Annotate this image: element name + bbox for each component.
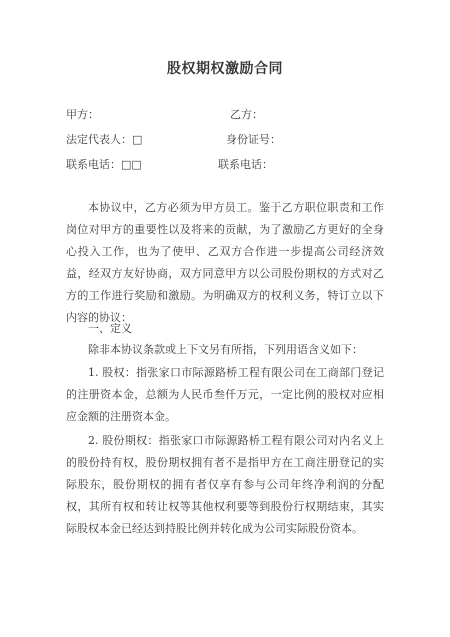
definitions-intro: 除非本协议条款或上下文另有所指，下列用语含义如下： <box>88 343 363 356</box>
party-b-label: 乙方： <box>230 108 263 121</box>
definition-equity: 1. 股权：指张家口市际源路桥工程有限公司在工商部门登记的注册资本金，总额为人民币叁仟万元，一定比例的股权对应相应金额的注册资本金。 <box>66 366 384 423</box>
party-a-label: 甲方： <box>66 108 99 121</box>
id-number-label: 身份证号： <box>226 133 281 146</box>
phone-a-label: 联系电话：□□ <box>66 158 142 171</box>
section-one-heading: 一、定义 <box>88 322 132 335</box>
intro-paragraph: 本协议中，乙方必须为甲方员工。鉴于乙方职位职责和工作岗位对甲方的重要性以及将来的贡献，为了激励乙方更好的全身心投入工作，也为了使甲、乙双方合作进一步提高公司经济效益，经双方友好协商，双方同意甲方以公司股份期权的方式对乙方的工作进行奖励和激励。为明确双方的权利义务，特订立以下内容的协议： <box>66 201 384 324</box>
document-title: 股权期权激励合同 <box>167 61 283 77</box>
legal-representative-label: 法定代表人：□ <box>66 133 143 146</box>
phone-b-label: 联系电话： <box>218 158 273 171</box>
definition-stock-option: 2. 股份期权：指张家口市际源路桥工程有限公司对内名义上的股份持有权，股份期权拥有者不是指甲方在工商注册登记的实际股东，股份期权的拥有者仅享有参与公司年终净利润的分配权，其所有权和转让权等其他权利要等到股份行权期结束，其实际股权本金已经达到持股比例并转化成为公司实际股份资本。 <box>66 434 384 535</box>
